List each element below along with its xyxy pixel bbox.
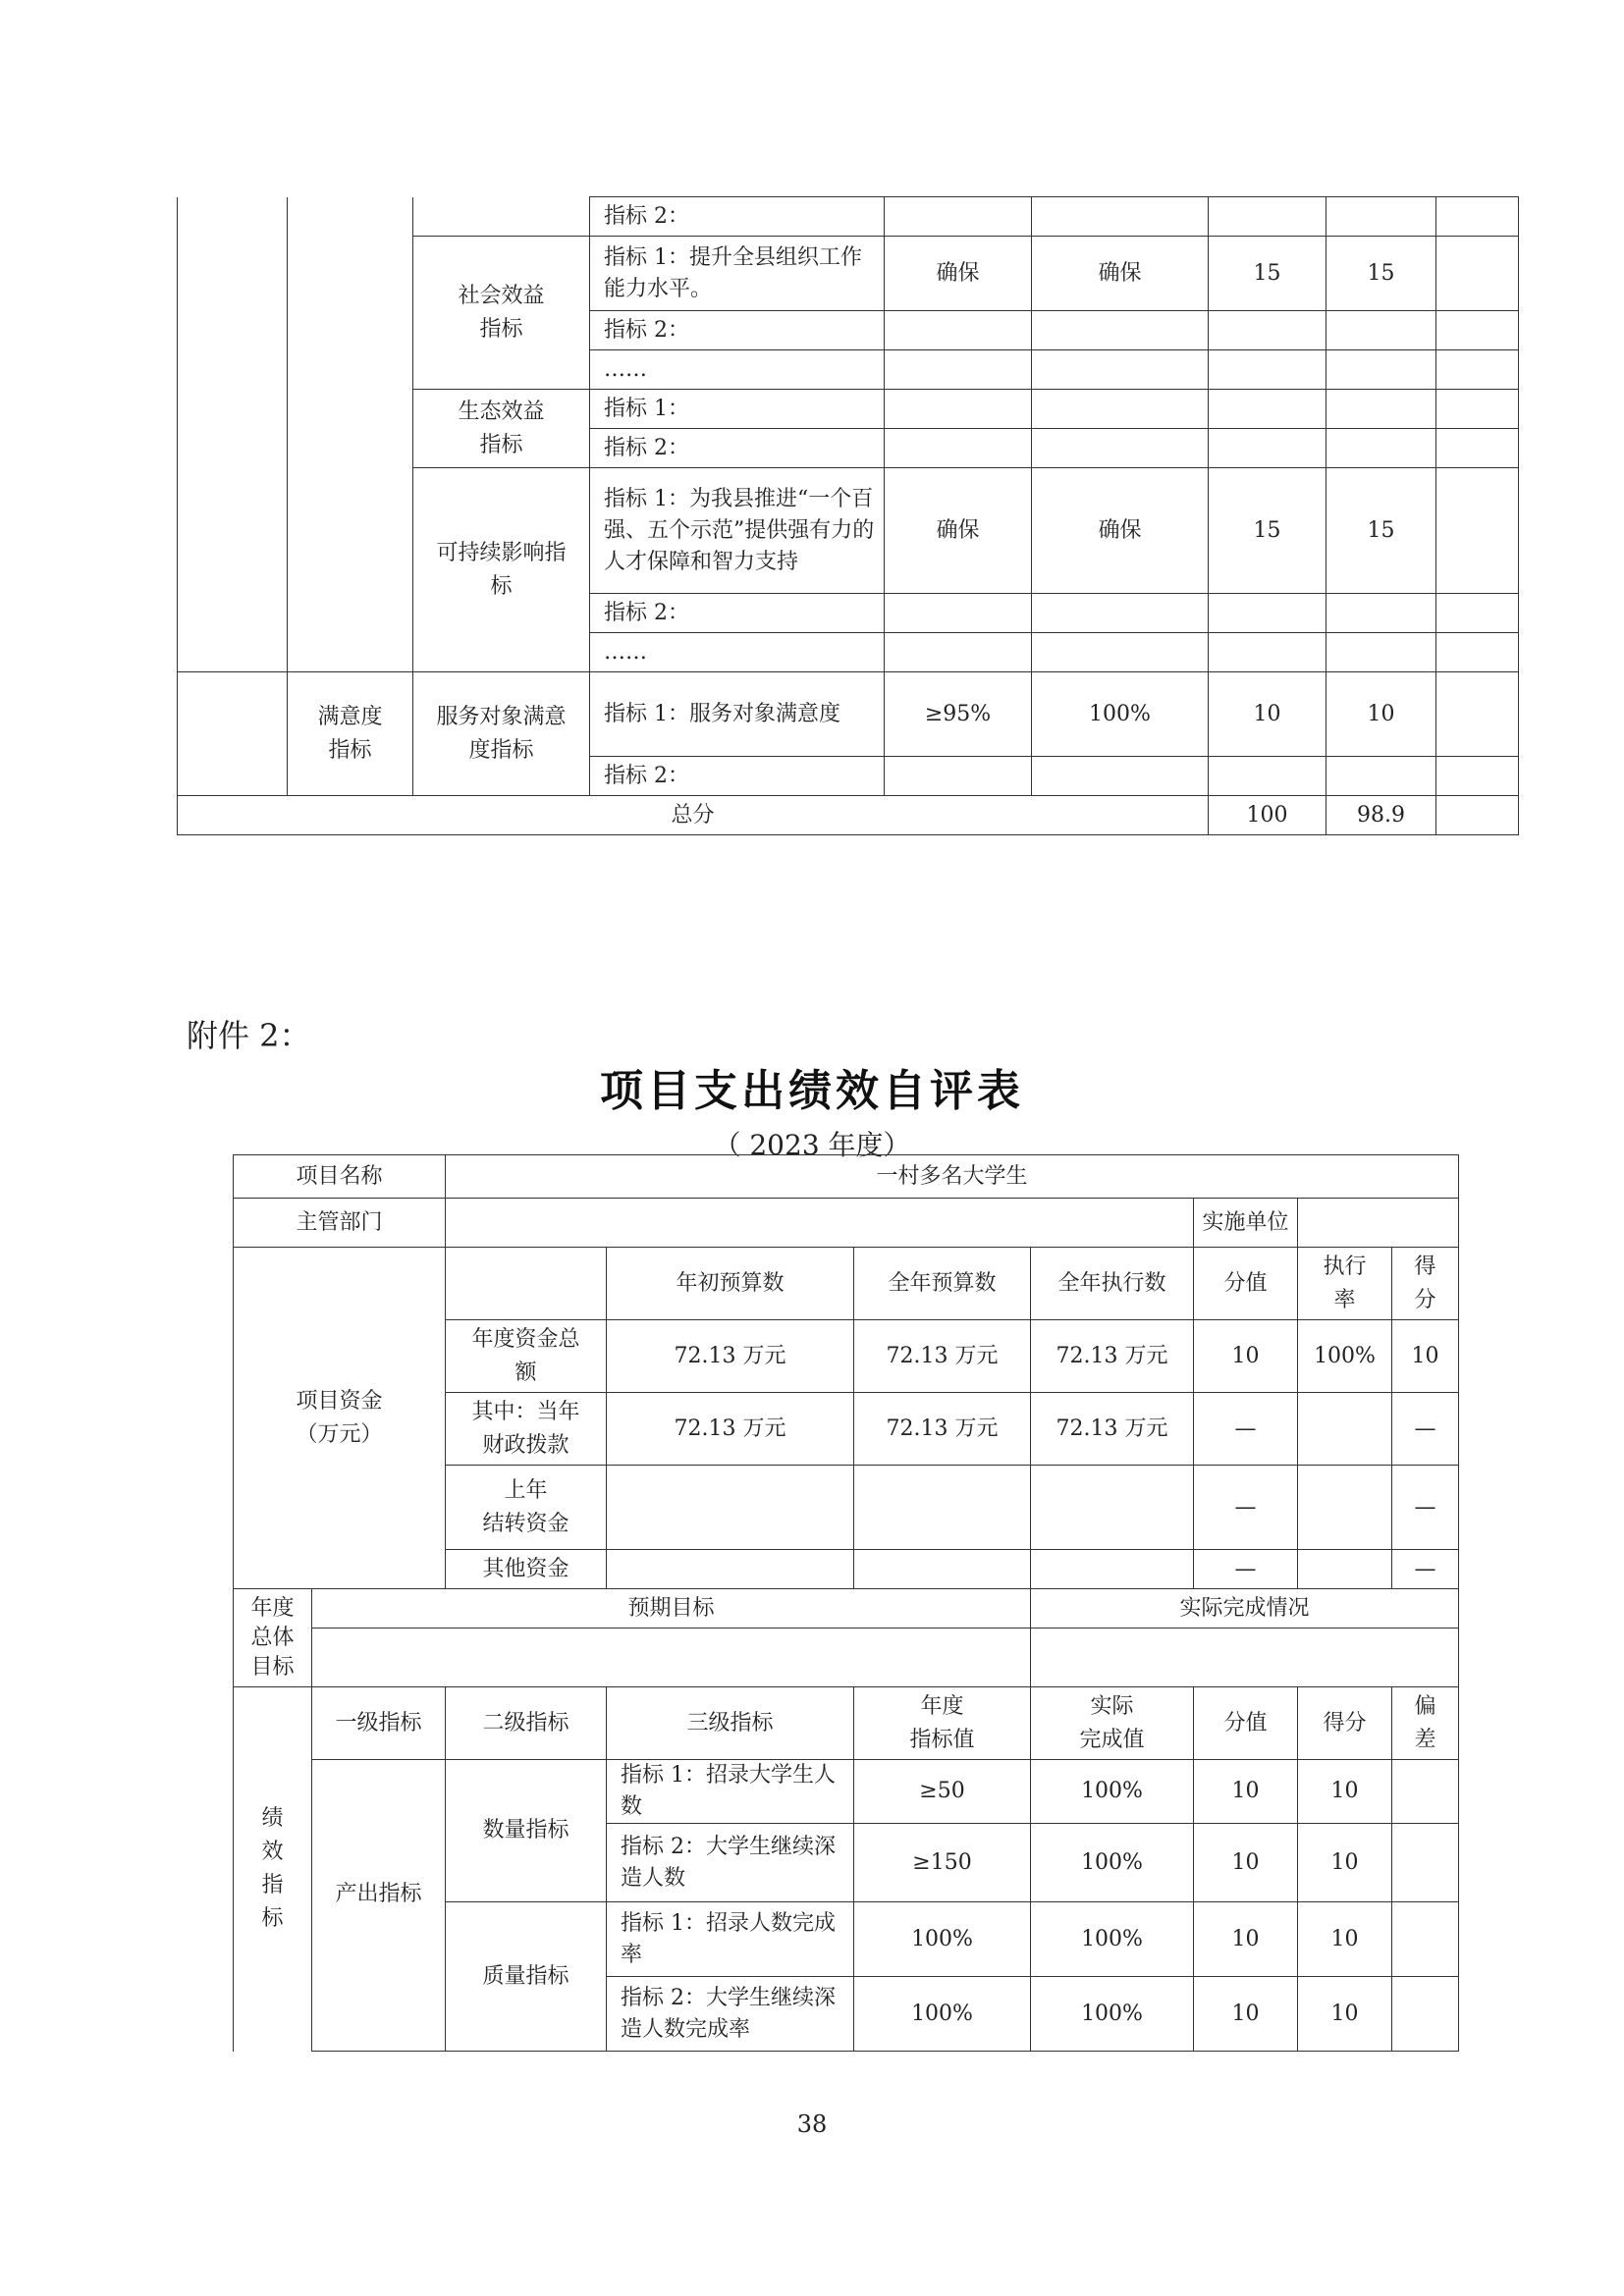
funds-value: 72.13 万元 [1031, 1320, 1194, 1393]
indicator-cell: 指标 1： [590, 390, 885, 429]
funds-value: 72.13 万元 [854, 1393, 1031, 1466]
top-table [177, 196, 1519, 672]
main-table [233, 1154, 1459, 2052]
target-value: 确保 [885, 468, 1032, 594]
indicator-cell: 指标 1：提升全县组织工作能力水平。 [590, 237, 885, 311]
perf-target: 100% [854, 1902, 1031, 1977]
perf-target: ≥150 [854, 1824, 1031, 1902]
perf-header: 偏 差 [1392, 1687, 1459, 1760]
perf-actual: 100% [1031, 1824, 1194, 1902]
perf-weight: 10 [1194, 1977, 1298, 2052]
funds-row-label: 其中：当年 财政拨款 [446, 1393, 607, 1466]
funds-value: 10 [1194, 1320, 1298, 1393]
page-number: 38 [796, 2110, 828, 2138]
indicator-cell: …… [590, 350, 885, 390]
perf-header: 实际 完成值 [1031, 1687, 1194, 1760]
goal-expected-header: 预期目标 [312, 1589, 1031, 1629]
goal-expected-value [312, 1629, 1031, 1687]
perf-actual: 100% [1031, 1902, 1194, 1977]
perf-header: 得分 [1298, 1687, 1392, 1760]
funds-value: 10 [1392, 1320, 1459, 1393]
perf-score: 10 [1298, 1977, 1392, 2052]
goal-actual-value [1031, 1629, 1459, 1687]
funds-header: 全年执行数 [1031, 1248, 1194, 1320]
funds-value: 72.13 万元 [607, 1320, 854, 1393]
top-table-tail [177, 671, 1519, 835]
score-value: 15 [1326, 468, 1436, 594]
page-subtitle: （ 2023 年度） [713, 1129, 911, 1161]
funds-value [1298, 1393, 1392, 1466]
eco-benefit-label: 生态效益 指标 [413, 390, 590, 468]
weight-value: 15 [1209, 468, 1326, 594]
indicator-cell: 指标 2： [590, 429, 885, 468]
impl-label: 实施单位 [1194, 1199, 1298, 1248]
funds-value [854, 1550, 1031, 1589]
perf-score: 10 [1298, 1760, 1392, 1824]
actual-value: 确保 [1032, 237, 1209, 311]
funds-value: 72.13 万元 [607, 1393, 854, 1466]
page-title: 项目支出绩效自评表 [600, 1066, 1024, 1116]
perf-score: 10 [1298, 1902, 1392, 1977]
sustain-label: 可持续影响指 标 [413, 468, 590, 672]
service-satisfaction-label: 服务对象满意 度指标 [413, 672, 590, 796]
funds-value [607, 1466, 854, 1550]
funds-header: 执行 率 [1298, 1248, 1392, 1320]
funds-row-label: 上年 结转资金 [446, 1466, 607, 1550]
perf-indicator-name: 指标 2：大学生继续深造人数 [607, 1824, 854, 1902]
goal-actual-header: 实际完成情况 [1031, 1589, 1459, 1629]
target-value: 确保 [885, 237, 1032, 311]
attachment-label: 附件 2： [187, 1017, 311, 1054]
total-label: 总分 [178, 796, 1209, 835]
perf-weight: 10 [1194, 1760, 1298, 1824]
indicator-cell: 指标 2： [590, 197, 885, 237]
funds-header: 全年预算数 [854, 1248, 1031, 1320]
funds-value [854, 1466, 1031, 1550]
social-benefit-label: 社会效益 指标 [413, 237, 590, 390]
perf-actual: 100% [1031, 1977, 1194, 2052]
indicator-cell: 指标 1：为我县推进“一个百强、五个示范”提供强有力的人才保障和智力支持 [590, 468, 885, 594]
funds-row-label: 其他资金 [446, 1550, 607, 1589]
target-value: ≥95% [885, 672, 1032, 757]
perf-header: 年度 指标值 [854, 1687, 1031, 1760]
funds-value: — [1194, 1550, 1298, 1589]
funds-value: 100% [1298, 1320, 1392, 1393]
weight-value: 15 [1209, 237, 1326, 311]
col-blank-2 [288, 197, 413, 672]
col-blank-1 [178, 672, 288, 796]
funds-header: 得 分 [1392, 1248, 1459, 1320]
actual-value: 100% [1032, 672, 1209, 757]
perf-score: 10 [1298, 1824, 1392, 1902]
output-indicator-label: 产出指标 [312, 1760, 446, 2052]
perf-target: ≥50 [854, 1760, 1031, 1824]
funds-header: 年初预算数 [607, 1248, 854, 1320]
project-name-label: 项目名称 [234, 1155, 446, 1199]
funds-value [1298, 1550, 1392, 1589]
funds-value: — [1194, 1466, 1298, 1550]
impl-value [1298, 1199, 1459, 1248]
project-name-value: 一村多名大学生 [446, 1155, 1459, 1199]
perf-header: 分值 [1194, 1687, 1298, 1760]
funds-value: — [1392, 1550, 1459, 1589]
funds-value: 72.13 万元 [1031, 1393, 1194, 1466]
funds-value [607, 1550, 854, 1589]
funds-value: — [1392, 1466, 1459, 1550]
blank-cell [413, 197, 590, 237]
score-value: 15 [1326, 237, 1436, 311]
funds-value: 72.13 万元 [854, 1320, 1031, 1393]
indicator-cell: …… [590, 633, 885, 672]
score-value: 10 [1326, 672, 1436, 757]
satisfaction-label: 满意度 指标 [288, 672, 413, 796]
funds-row-label: 年度资金总 额 [446, 1320, 607, 1393]
perf-header: 一级指标 [312, 1687, 446, 1760]
indicator-cell: 指标 1：服务对象满意度 [590, 672, 885, 757]
annual-goal-label: 年度 总体 目标 [234, 1589, 312, 1687]
perf-indicator-name: 指标 2：大学生继续深造人数完成率 [607, 1977, 854, 2052]
actual-value: 确保 [1032, 468, 1209, 594]
col-blank-1 [178, 197, 288, 672]
indicator-cell: 指标 2： [590, 757, 885, 796]
indicator-cell: 指标 2： [590, 311, 885, 350]
perf-target: 100% [854, 1977, 1031, 2052]
quality-indicator-label: 质量指标 [446, 1902, 607, 2052]
total-score: 98.9 [1326, 796, 1436, 835]
weight-value: 10 [1209, 672, 1326, 757]
dept-label: 主管部门 [234, 1199, 446, 1248]
quantity-indicator-label: 数量指标 [446, 1760, 607, 1902]
funds-value: — [1194, 1393, 1298, 1466]
perf-indicators-label: 绩 效 指 标 [234, 1687, 312, 2052]
dept-value [446, 1199, 1194, 1248]
perf-actual: 100% [1031, 1760, 1194, 1824]
funds-label: 项目资金 （万元） [234, 1248, 446, 1589]
funds-value [1031, 1550, 1194, 1589]
perf-header: 二级指标 [446, 1687, 607, 1760]
funds-value [1031, 1466, 1194, 1550]
perf-indicator-name: 指标 1：招录大学生人数 [607, 1760, 854, 1824]
funds-value: — [1392, 1393, 1459, 1466]
perf-header: 三级指标 [607, 1687, 854, 1760]
indicator-cell: 指标 2： [590, 594, 885, 633]
perf-indicator-name: 指标 1：招录人数完成率 [607, 1902, 854, 1977]
funds-value [1298, 1466, 1392, 1550]
funds-header: 分值 [1194, 1248, 1298, 1320]
perf-weight: 10 [1194, 1902, 1298, 1977]
perf-weight: 10 [1194, 1824, 1298, 1902]
total-weight: 100 [1209, 796, 1326, 835]
